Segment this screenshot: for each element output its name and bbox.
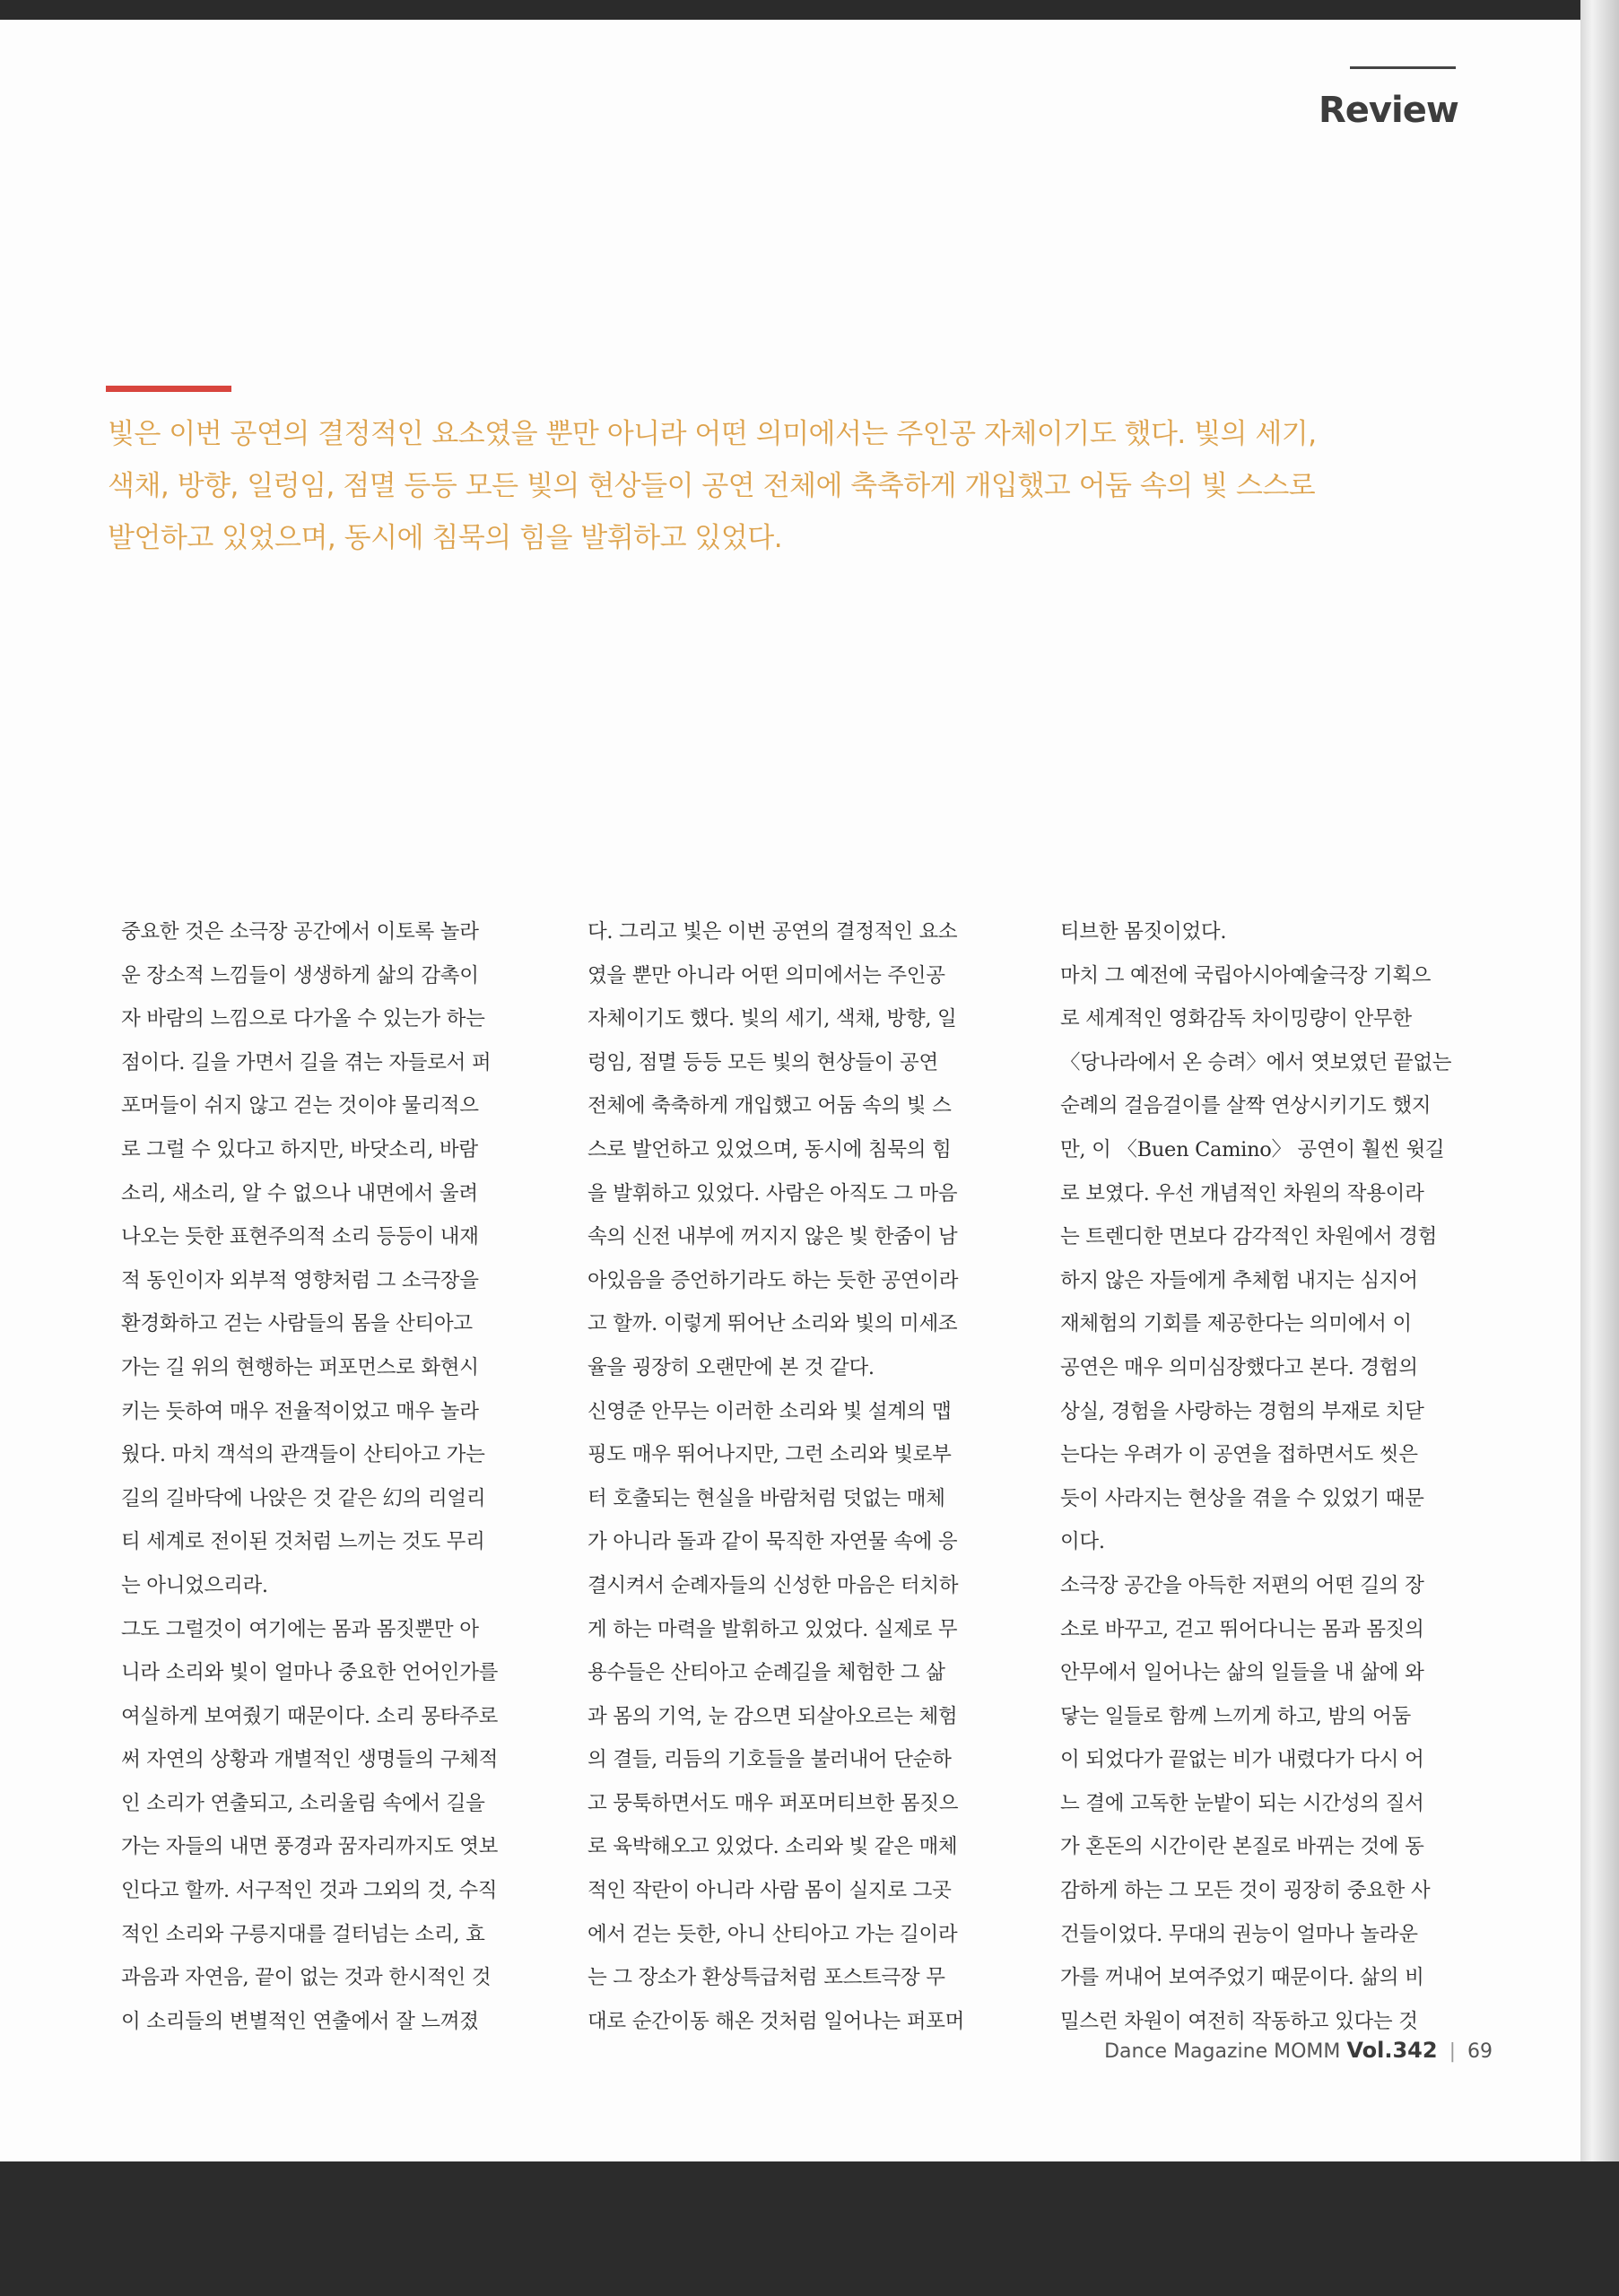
body-column-1 <box>121 910 547 2043</box>
body-text-line: 적인 작란이 아니라 사람 몸이 실지로 그곳 <box>588 1879 952 1903</box>
body-text-line: 듯이 사라지는 현상을 겪을 수 있었기 때문 <box>1060 1486 1424 1510</box>
body-text-line: 는다는 우려가 이 공연을 접하면서도 씻은 <box>1060 1443 1418 1467</box>
body-text-line: 스로 발언하고 있었으며, 동시에 침묵의 힘 <box>588 1137 952 1161</box>
body-text-line: 아있음을 증언하기라도 하는 듯한 공연이라 <box>588 1268 959 1292</box>
body-text-line: 고 할까. 이렇게 뛰어난 소리와 빛의 미세조 <box>588 1312 958 1336</box>
body-text-line: 가는 길 위의 현행하는 퍼포먼스로 화현시 <box>121 1355 479 1379</box>
body-column-3 <box>1060 910 1486 2043</box>
body-text-line: 의 결들, 리듬의 기호들을 불러내어 단순하 <box>588 1748 952 1772</box>
body-text-line: 로 그럴 수 있다고 하지만, 바닷소리, 바람 <box>121 1137 478 1161</box>
body-text-line: 공연은 매우 의미심장했다고 본다. 경험의 <box>1060 1355 1418 1379</box>
body-text-line: 티브한 몸짓이었다. <box>1060 920 1227 944</box>
body-text-line: 만, 이 〈Buen Camino〉 공연이 훨씬 윗길 <box>1060 1137 1445 1161</box>
body-text-line: 환경화하고 걷는 사람들의 몸을 산티아고 <box>121 1312 473 1336</box>
body-text-line: 적 동인이자 외부적 영향처럼 그 소극장을 <box>121 1268 479 1292</box>
body-text-line: 과음과 자연음, 끝이 없는 것과 한시적인 것 <box>121 1966 492 1990</box>
body-text-line: 가 혼돈의 시간이란 본질로 바뀌는 것에 동 <box>1060 1835 1424 1859</box>
body-text-line: 을 발휘하고 있었다. 사람은 아직도 그 마음 <box>588 1181 958 1205</box>
body-text-line: 이 되었다가 끝없는 비가 내렸다가 다시 어 <box>1060 1748 1424 1772</box>
body-text-line: 용수들은 산티아고 순례길을 체험한 그 삶 <box>588 1661 945 1685</box>
page-footer <box>1058 2038 1493 2063</box>
body-text-line: 였을 뿐만 아니라 어떤 의미에서는 주인공 <box>588 963 945 987</box>
page-number: 69 <box>1467 2040 1493 2063</box>
body-text-line: 소극장 공간을 아득한 저편의 어떤 길의 장 <box>1060 1573 1424 1597</box>
body-text-line: 로 보였다. 우선 개념적인 차원의 작용이라 <box>1060 1181 1424 1205</box>
section-rule <box>1350 66 1456 69</box>
body-text-line: 가를 꺼내어 보여주었기 때문이다. 삶의 비 <box>1060 1966 1424 1990</box>
body-text-line: 에서 걷는 듯한, 아니 산티아고 가는 길이라 <box>588 1922 958 1946</box>
pull-quote-line: 발언하고 있었으며, 동시에 침묵의 힘을 발휘하고 있었다. <box>108 522 783 554</box>
section-label: Review <box>1319 90 1458 131</box>
body-text-line: 상실, 경험을 사랑하는 경험의 부재로 치닫 <box>1060 1399 1424 1423</box>
volume-number: Vol.342 <box>1346 2038 1438 2063</box>
body-text-line: 안무에서 일어나는 삶의 일들을 내 삶에 와 <box>1060 1661 1424 1685</box>
pull-quote <box>108 408 1426 564</box>
body-text-line: 티 세계로 전이된 것처럼 느끼는 것도 무리 <box>121 1530 485 1554</box>
body-text-line: 재체험의 기회를 제공한다는 의미에서 이 <box>1060 1312 1412 1336</box>
body-text-line: 니라 소리와 빛이 얼마나 중요한 언어인가를 <box>121 1661 499 1685</box>
body-text-line: 나오는 듯한 표현주의적 소리 등등이 내재 <box>121 1225 479 1249</box>
body-text-line: 는 그 장소가 환상특급처럼 포스트극장 무 <box>588 1966 945 1990</box>
body-text-line: 적인 소리와 구릉지대를 걸터넘는 소리, 효 <box>121 1922 485 1946</box>
body-text-line: 가 아니라 돌과 같이 묵직한 자연물 속에 응 <box>588 1530 958 1554</box>
body-text-line: 렁임, 점멸 등등 모든 빛의 현상들이 공연 <box>588 1050 938 1074</box>
body-text-line: 하지 않은 자들에게 추체험 내지는 심지어 <box>1060 1268 1418 1292</box>
body-text-line: 신영준 안무는 이러한 소리와 빛 설계의 맵 <box>588 1399 952 1423</box>
magazine-name: Dance Magazine MOMM <box>1104 2040 1341 2063</box>
body-text-line: 포머들이 쉬지 않고 걷는 것이야 물리적으 <box>121 1094 479 1118</box>
body-text-line: 마치 그 예전에 국립아시아예술극장 기획으 <box>1060 963 1432 987</box>
body-text-line: 고 뭉툭하면서도 매우 퍼포머티브한 몸짓으 <box>588 1791 959 1815</box>
body-text-line: 다. 그리고 빛은 이번 공연의 결정적인 요소 <box>588 920 958 944</box>
body-text-line: 인 소리가 연출되고, 소리울림 속에서 길을 <box>121 1791 485 1815</box>
body-text-line: 로 육박해오고 있었다. 소리와 빛 같은 매체 <box>588 1835 958 1859</box>
body-text-line: 운 장소적 느낌들이 생생하게 삶의 감촉이 <box>121 963 479 987</box>
scan-edge-bottom <box>0 2161 1619 2296</box>
pull-quote-accent-bar <box>106 386 231 392</box>
body-text-line: 소로 바꾸고, 걷고 뛰어다니는 몸과 몸짓의 <box>1060 1617 1424 1641</box>
body-text-line: 결시켜서 순례자들의 신성한 마음은 터치하 <box>588 1573 959 1597</box>
body-text-line: 자 바람의 느낌으로 다가올 수 있는가 하는 <box>121 1007 485 1031</box>
pull-quote-line: 빛은 이번 공연의 결정적인 요소였을 뿐만 아니라 어떤 의미에서는 주인공 자체이기도 했다. 빛의 세기, <box>108 418 1317 450</box>
body-text-line: 터 호출되는 현실을 바람처럼 덧없는 매체 <box>588 1486 945 1510</box>
body-text-line: 이 소리들의 변별적인 연출에서 잘 느껴졌 <box>121 2009 479 2033</box>
body-text-line: 자체이기도 했다. 빛의 세기, 색채, 방향, 일 <box>588 1007 957 1031</box>
body-column-2 <box>588 910 1014 2043</box>
body-text-line: 대로 순간이동 해온 것처럼 일어나는 퍼포머 <box>588 2009 965 2033</box>
body-text-line: 속의 신전 내부에 꺼지지 않은 빛 한줌이 남 <box>588 1225 958 1249</box>
body-text-line: 느 결에 고독한 눈밭이 되는 시간성의 질서 <box>1060 1791 1424 1815</box>
body-text-line: 건들이었다. 무대의 권능이 얼마나 놀라운 <box>1060 1922 1418 1946</box>
body-text-line: 웠다. 마치 객석의 관객들이 산티아고 가는 <box>121 1443 485 1467</box>
body-text-line: 여실하게 보여줬기 때문이다. 소리 몽타주로 <box>121 1704 499 1728</box>
body-text-line: 중요한 것은 소극장 공간에서 이토록 놀라 <box>121 920 479 944</box>
body-text-line: 는 아니었으리라. <box>121 1573 268 1597</box>
body-text-line: 전체에 축축하게 개입했고 어둠 속의 빛 스 <box>588 1094 952 1118</box>
body-text-line: 순례의 걸음걸이를 살짝 연상시키기도 했지 <box>1060 1094 1432 1118</box>
body-text-line: 인다고 할까. 서구적인 것과 그외의 것, 수직 <box>121 1879 498 1903</box>
body-text-line: 핑도 매우 뛰어나지만, 그런 소리와 빛로부 <box>588 1443 952 1467</box>
body-text-line: 〈당나라에서 온 승려〉에서 엿보였던 끝없는 <box>1060 1050 1452 1074</box>
body-text-line: 밀스런 차원이 여전히 작동하고 있다는 것 <box>1060 2009 1418 2033</box>
body-text-line: 로 세계적인 영화감독 차이밍량이 안무한 <box>1060 1007 1412 1031</box>
body-text-line: 키는 듯하여 매우 전율적이었고 매우 놀라 <box>121 1399 479 1423</box>
body-text-line: 율을 굉장히 오랜만에 본 것 같다. <box>588 1355 875 1379</box>
scan-edge-top <box>0 0 1619 20</box>
body-text-line: 점이다. 길을 가면서 길을 겪는 자들로서 퍼 <box>121 1050 492 1074</box>
body-text-line: 감하게 하는 그 모든 것이 굉장히 중요한 사 <box>1060 1879 1431 1903</box>
scan-edge-right <box>1580 0 1619 2161</box>
pull-quote-line: 색채, 방향, 일렁임, 점멸 등등 모든 빛의 현상들이 공연 전체에 축축하게 개입했고 어둠 속의 빛 스스로 <box>108 470 1316 502</box>
body-text-line: 게 하는 마력을 발휘하고 있었다. 실제로 무 <box>588 1617 958 1641</box>
body-text-line: 길의 길바닥에 나앉은 것 같은 幻의 리얼리 <box>121 1486 486 1510</box>
body-text-line: 이다. <box>1060 1530 1105 1554</box>
body-text-line: 과 몸의 기억, 눈 감으면 되살아오르는 체험 <box>588 1704 958 1728</box>
body-text-line: 그도 그럴것이 여기에는 몸과 몸짓뿐만 아 <box>121 1617 479 1641</box>
body-text-line: 가는 자들의 내면 풍경과 꿈자리까지도 엿보 <box>121 1835 499 1859</box>
body-text-line: 는 트렌디한 면보다 감각적인 차원에서 경험 <box>1060 1225 1438 1249</box>
body-text-line: 소리, 새소리, 알 수 없으나 내면에서 울려 <box>121 1181 478 1205</box>
body-text-line: 닿는 일들로 함께 느끼게 하고, 밤의 어둠 <box>1060 1704 1411 1728</box>
footer-separator: | <box>1449 2040 1456 2063</box>
body-text-line: 써 자연의 상황과 개별적인 생명들의 구체적 <box>121 1748 499 1772</box>
